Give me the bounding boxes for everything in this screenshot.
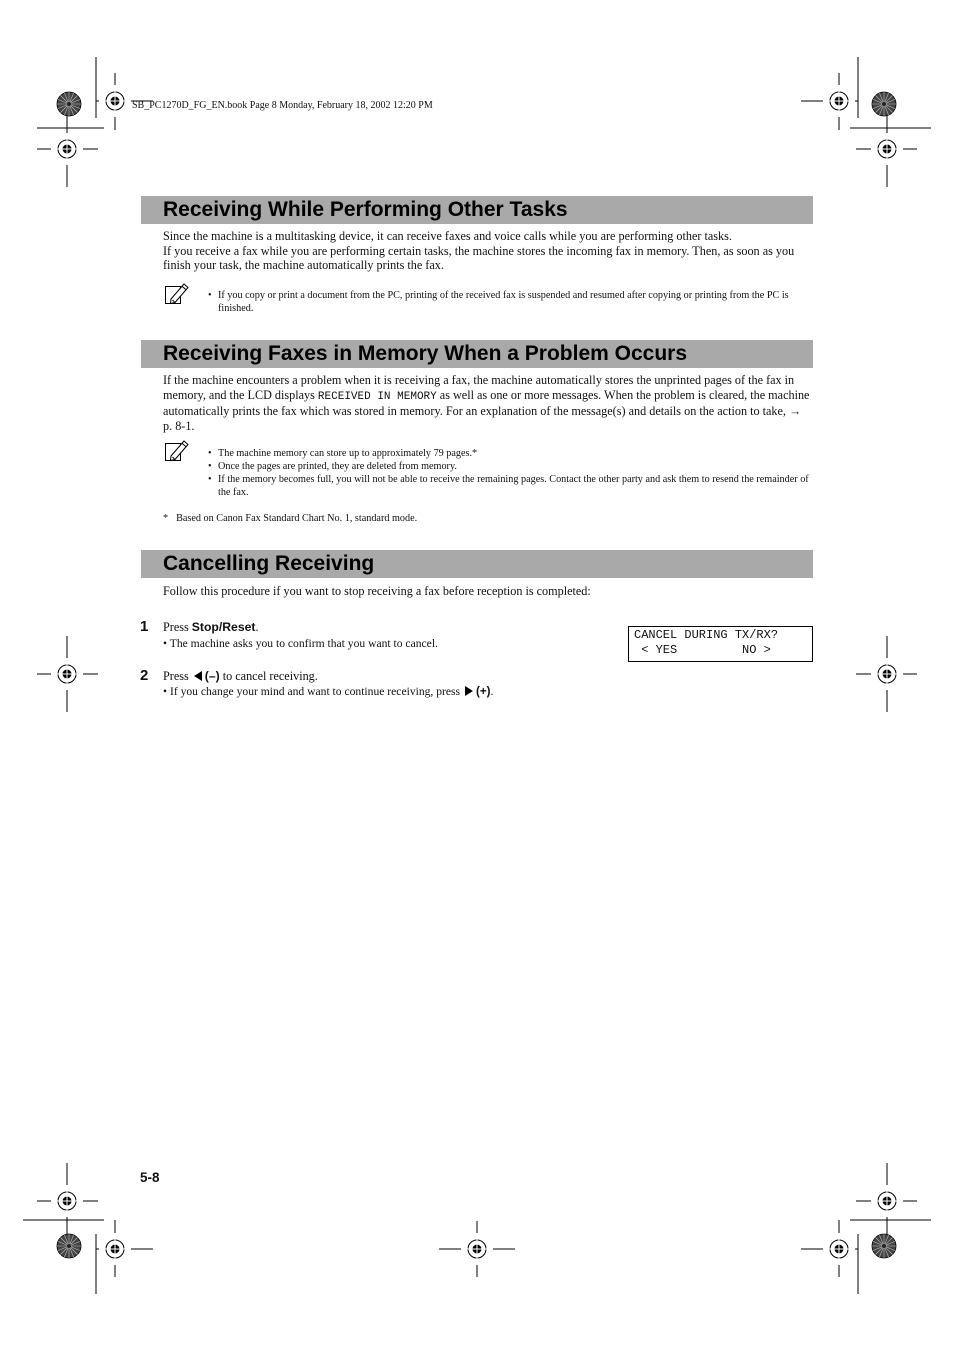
plus-key: (+) <box>475 685 491 698</box>
lcd-line-1: CANCEL DURING TX/RX? <box>634 628 779 642</box>
note-item: • The machine memory can store up to approximately 79 pages.* <box>208 448 478 459</box>
lcd-display <box>628 626 813 662</box>
section-title: Receiving Faxes in Memory When a Problem Occurs <box>163 342 688 365</box>
section-header-cancelling-receiving <box>141 550 813 578</box>
lcd-message-inline: RECEIVED IN MEMORY <box>317 390 437 403</box>
book-header: SB_PC1270D_FG_EN.book Page 8 Monday, February 18, 2002 12:20 PM <box>132 100 433 111</box>
stop-reset-key: Stop/Reset <box>191 620 256 634</box>
section3-intro: Follow this procedure if you want to stop receiving a fax before reception is completed: <box>163 584 591 598</box>
section1-body <box>163 229 813 273</box>
right-arrow-icon <box>465 686 473 696</box>
section-title: Receiving While Performing Other Tasks <box>163 198 568 221</box>
step-2-sub: • If you change your mind and want to continue receiving, press (+). <box>163 685 494 698</box>
left-arrow-icon <box>194 671 202 681</box>
page-number: 5-8 <box>140 1170 160 1185</box>
section-header-memory-problem <box>141 340 813 368</box>
paragraph: Since the machine is a multitasking device, it can receive faxes and voice calls while you are performing other tasks. <box>163 229 732 243</box>
step-number: 2 <box>140 667 149 684</box>
step-2-text: Press (–) to cancel receiving. <box>163 669 318 683</box>
note-item: • Once the pages are printed, they are deleted from memory. <box>208 461 457 472</box>
step-1-text: Press Stop/Reset. <box>163 620 259 634</box>
minus-key: (–) <box>204 669 220 683</box>
pencil-note-icon <box>164 438 190 464</box>
lcd-line-2: < YES NO > <box>634 643 771 657</box>
section-title: Cancelling Receiving <box>163 552 375 575</box>
note-list <box>208 289 814 315</box>
note-item: • If the memory becomes full, you will not be able to receive the remaining pages. Contact the other party and ask them to resend the remainder of the fax. <box>208 474 809 498</box>
pencil-note-icon <box>164 281 190 307</box>
note-item: • If you copy or print a document from the PC, printing of the received fax is suspended and resumed after copying or printing from the PC is finished. <box>208 290 789 314</box>
section-header-receiving-while-tasks <box>141 196 813 224</box>
paragraph: If the machine encounters a problem when it is receiving a fax, the machine automatically stores the unprinted pages of the fax in memory, and the LCD displays RECEIVED IN MEMORY as well as one or more messages. When the problem is cleared, the machine automatically prints the fax which was stored in memory. For an explanation of the message(s) and details on the action to take, → p. 8-1. <box>163 373 810 433</box>
step-number: 1 <box>140 618 149 635</box>
section2-body <box>163 373 813 433</box>
paragraph: If you receive a fax while you are performing certain tasks, the machine stores the incoming fax in memory. Then, as soon as you finish your task, the machine automatically prints the fax. <box>163 243 795 273</box>
step-1-sub: • The machine asks you to confirm that you want to cancel. <box>163 637 438 650</box>
footnote: * Based on Canon Fax Standard Chart No. 1, standard mode. <box>163 513 418 524</box>
note-list <box>208 447 814 499</box>
